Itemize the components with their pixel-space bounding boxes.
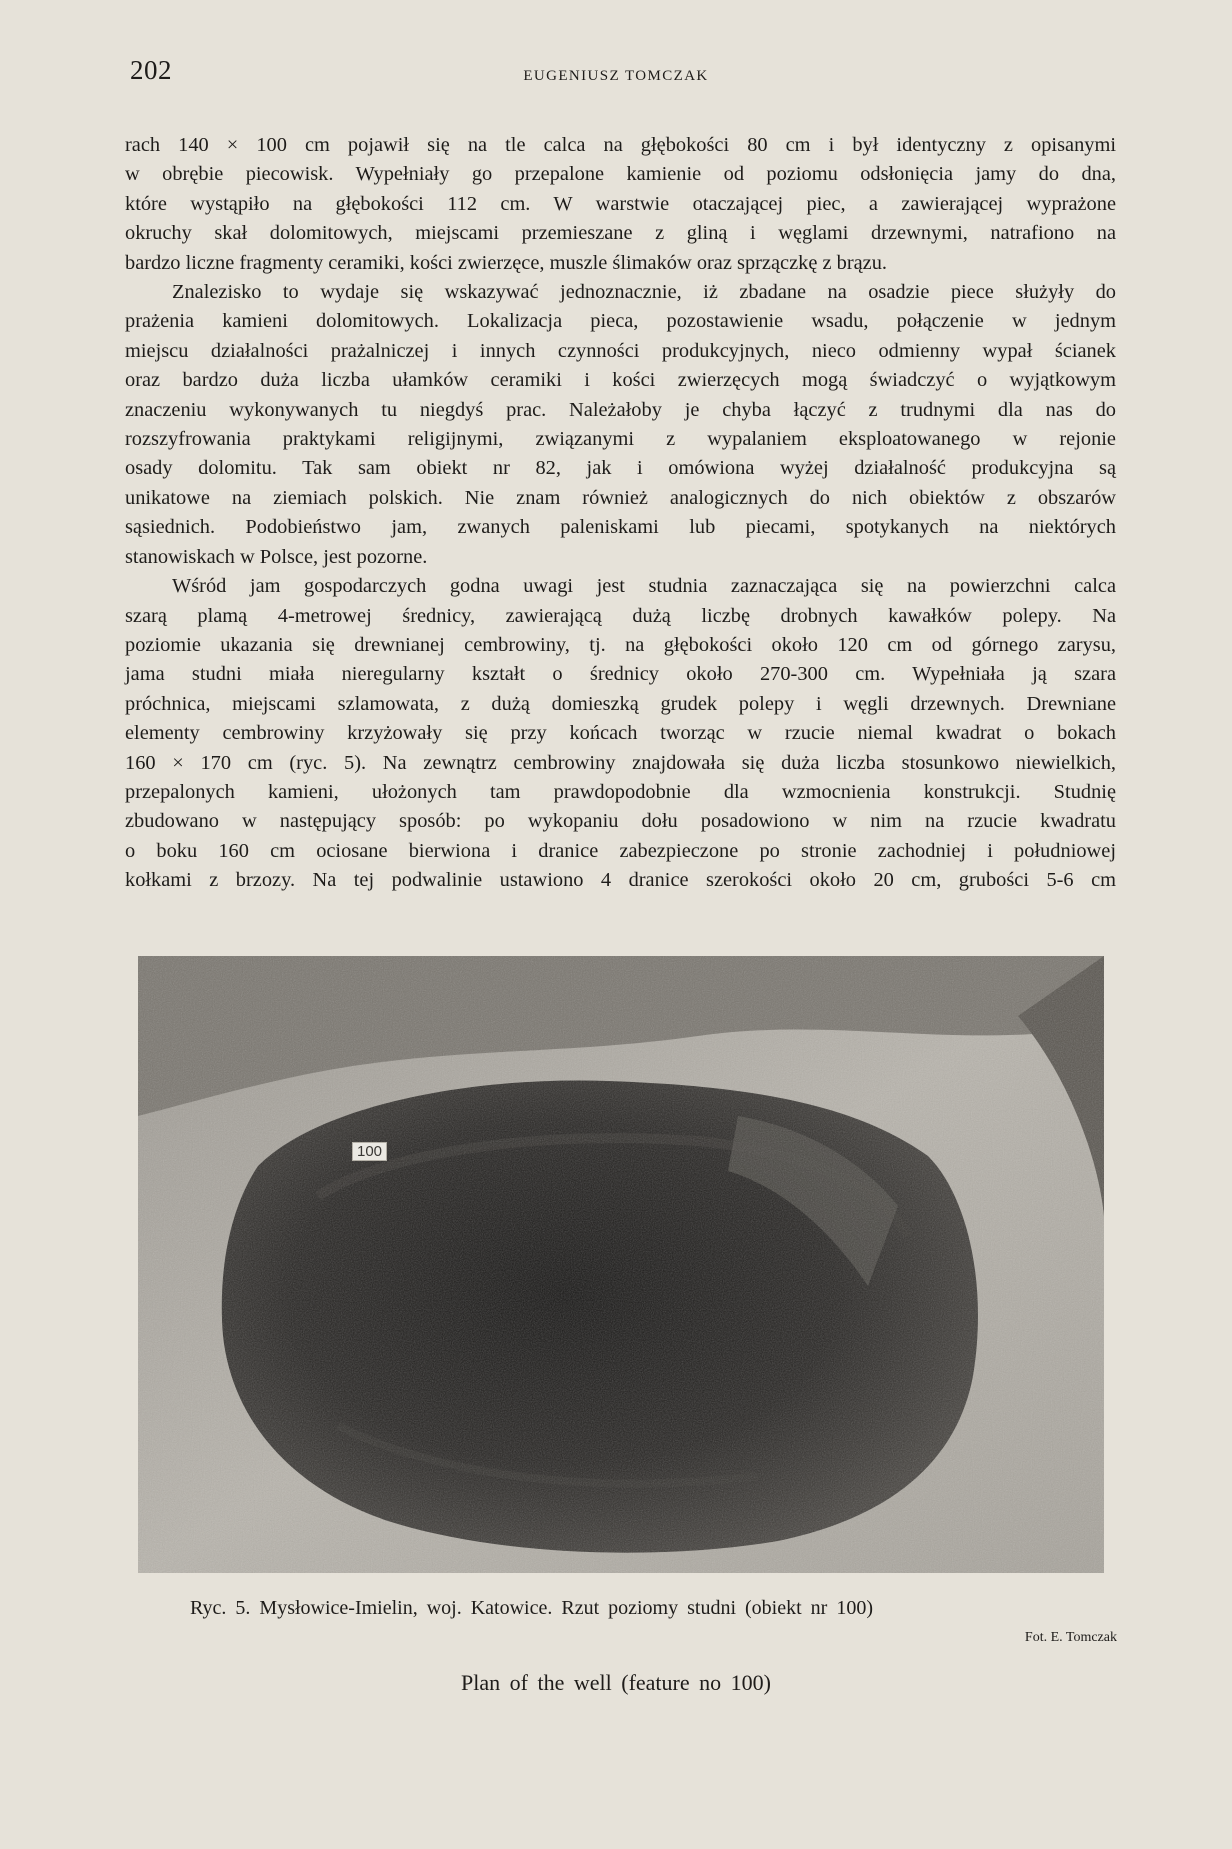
text-line: elementy cembrowiny krzyżowały się przy końcach tworząc w rzucie niemal kwadrat o bokach	[125, 722, 1116, 745]
text-line: próchnica, miejscami szlamowata, z dużą domieszką grudek polepy i węgli drzewnych. Drewniane	[125, 692, 1116, 715]
text-line: w obrębie piecowisk. Wypełniały go przepalone kamienie od poziomu odsłonięcia jamy do dna,	[125, 163, 1116, 186]
text-line: rozszyfrowania praktykami religijnymi, związanymi z wypalaniem eksploatowanego w rejonie	[125, 428, 1116, 451]
running-head: EUGENIUSZ TOMCZAK	[523, 68, 709, 84]
photo-credit: Fot. E. Tomczak	[1024, 1630, 1117, 1645]
text-line: znaczeniu wykonywanych tu niegdyś prac. Należałoby je chyba łączyć z trudnymi dla nas do	[125, 398, 1116, 421]
text-line: zbudowano w następujący sposób: po wykopaniu dołu posadowiono w nim na rzucie kwadratu	[125, 810, 1116, 833]
figure-caption-english: Plan of the well (feature no 100)	[461, 1670, 771, 1695]
text-line: rach 140 × 100 cm pojawił się na tle calca na głębokości 80 cm i był identyczny z opisanymi	[125, 134, 1116, 156]
figure-photo	[138, 956, 1104, 1573]
text-line: oraz bardzo duża liczba ułamków ceramiki i kości zwierzęcych mogą świadczyć o wyjątkowym	[125, 369, 1116, 392]
text-line: szarą plamą 4-metrowej średnicy, zawierającą dużą liczbę drobnych kawałków polepy. Na	[125, 604, 1116, 627]
text-line: bardzo liczne fragmenty ceramiki, kości zwierzęce, muszle ślimaków oraz sprzączkę z brązu.	[125, 251, 888, 274]
text-line: osady dolomitu. Tak sam obiekt nr 82, jak i omówiona wyżej działalność produkcyjna są	[125, 457, 1116, 480]
scale-label: 100	[352, 1142, 387, 1161]
text-line: unikatowe na ziemiach polskich. Nie znam również analogicznych do nich obiektów z obszarów	[125, 486, 1116, 509]
text-line: miejscu działalności prażalniczej i innych czynności produkcyjnych, nieco odmienny wypał ścianek	[125, 339, 1116, 362]
text-line: stanowiskach w Polsce, jest pozorne.	[125, 545, 428, 568]
text-line: poziomie ukazania się drewnianej cembrowiny, tj. na głębokości około 120 cm od górnego zarysu,	[125, 633, 1116, 656]
text-line: kołkami z brzozy. Na tej podwalinie ustawiono 4 dranice szerokości około 20 cm, grubości 5-6 cm	[125, 869, 1116, 892]
text-line: Wśród jam gospodarczych godna uwagi jest studnia zaznaczająca się na powierzchni calca	[172, 575, 1116, 598]
text-line: przepalonych kamieni, ułożonych tam prawdopodobnie dla wzmocnienia konstrukcji. Studnię	[125, 780, 1116, 803]
text-line: 160 × 170 cm (ryc. 5). Na zewnątrz cembrowiny znajdowała się duża liczba stosunkowo niewielkich,	[125, 751, 1116, 774]
text-line: jama studni miała nieregularny kształt o średnicy około 270-300 cm. Wypełniała ją szara	[125, 663, 1116, 686]
figure-caption-polish: Ryc. 5. Mysłowice-Imielin, woj. Katowice. Rzut poziomy studni (obiekt nr 100)	[190, 1597, 873, 1619]
text-line: o boku 160 cm ociosane bierwiona i dranice zabezpieczone po stronie zachodniej i południowej	[125, 839, 1116, 862]
text-line: prażenia kamieni dolomitowych. Lokalizacja pieca, pozostawienie wsadu, połączenie w jednym	[125, 310, 1116, 333]
body-text	[125, 131, 1116, 896]
text-line: Znalezisko to wydaje się wskazywać jednoznacznie, iż zbadane na osadzie piece służyły do	[172, 281, 1116, 304]
text-line: okruchy skał dolomitowych, miejscami przemieszane z gliną i węglami drzewnymi, natrafiono na	[125, 222, 1116, 245]
text-line: które wystąpiło na głębokości 112 cm. W warstwie otaczającej piec, a zawierającej wyprażone	[125, 192, 1116, 215]
page-number: 202	[130, 55, 172, 85]
text-line: sąsiednich. Podobieństwo jam, zwanych paleniskami lub piecami, spotykanych na niektórych	[125, 516, 1116, 539]
